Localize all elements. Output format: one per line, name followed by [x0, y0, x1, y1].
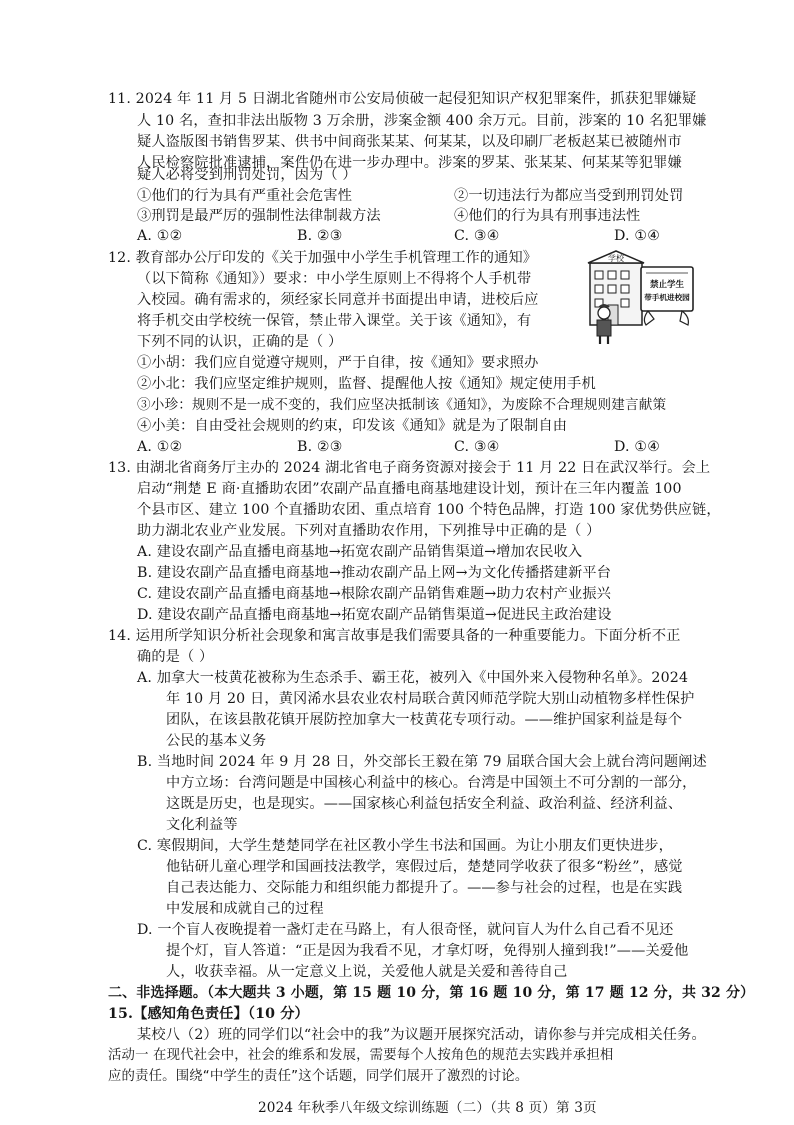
- q14-line-2: 确的是（ ）: [137, 649, 214, 665]
- q14-option-c-line-3: 自己表达能力、交际能力和组织能力都提升了。——参与社会的过程，也是在实践: [166, 880, 683, 896]
- q12-option-c: C. ③④: [454, 439, 500, 455]
- q12-line-4: 将手机交由学校统一保管，禁止带入课堂。关于该《通知》，有: [137, 313, 532, 329]
- q13-line-4: 助力湖北农业产业发展。下列对直播助农作用，下列推导中正确的是（ ）: [137, 523, 601, 539]
- q11-line-2: 人 10 名，查扣非法出版物 3 万余册，涉案金额 400 余万元。目前，涉案的 10 名犯罪嫌: [137, 113, 707, 129]
- q11-statement-1: ①他们的行为具有严重社会危害性: [137, 188, 353, 204]
- q14-option-b-line-1: B. 当地时间 2024 年 9 月 28 日，外交部长王毅在第 79 届联合国大会上就台湾问题阐述: [137, 754, 707, 770]
- q13-option-c: C. 建设农副产品直播电商基地→根除农副产品销售难题→助力农村产业振兴: [137, 586, 612, 602]
- q11-option-a: A. ①②: [137, 228, 183, 244]
- q11-statement-3: ③刑罚是最严厉的强制性法律制裁方法: [137, 208, 381, 224]
- page-footer: 2024 年秋季八年级文综训练题（二）（共 8 页）第 3页: [258, 1100, 597, 1116]
- q12-option-b: B. ②③: [297, 439, 343, 455]
- q14-option-d-line-1: D. 一个盲人夜晚提着一盏灯走在马路上，有人很奇怪，就问盲人为什么自己看不见还: [137, 922, 674, 938]
- q13-line-2: 启动“荆楚 E 商·直播助农团”农副产品直播电商基地建设计划，预计在三年内覆盖 100: [137, 481, 682, 497]
- q12-line-1: 12. 教育部办公厅印发的《关于加强中小学生手机管理工作的通知》: [108, 250, 538, 266]
- q13-option-d: D. 建设农副产品直播电商基地→拓宽农副产品销售渠道→促进民主政治建设: [137, 607, 612, 623]
- q14-line-1: 14. 运用所学知识分析社会现象和寓言故事是我们需要具备的一种重要能力。下面分析不正: [108, 628, 681, 644]
- q14-option-c-line-2: 他钻研儿童心理学和国画技法教学，寒假过后，楚楚同学收获了很多“粉丝”，感觉: [166, 859, 683, 875]
- q11-option-d: D. ①④: [614, 228, 661, 244]
- q12-statement-2: ②小北：我们应坚定维护规则，监督、提醒他人按《通知》规定使用手机: [137, 376, 596, 392]
- q12-line-2: （以下简称《通知》）要求：中小学生原则上不得将个人手机带: [137, 271, 532, 287]
- q14-option-d-line-3: 人，收获幸福。从一定意义上说，关爱他人就是关爱和善待自己: [166, 964, 568, 980]
- q14-option-b-line-3: 这既是历史，也是现实。——国家核心利益包括安全利益、政治利益、经济利益、: [166, 796, 683, 812]
- q14-option-c-line-4: 中发展和成就自己的过程: [166, 901, 324, 917]
- illus-school-label: 学校: [608, 254, 624, 263]
- q12-line-5: 下列不同的认识，正确的是（ ）: [137, 334, 343, 350]
- q12-statement-3: ③小珍：规则不是一成不变的，我们应坚决抵制该《通知》，为废除不合理规则建言献策: [137, 397, 667, 413]
- q13-line-3: 个县市区、建立 100 个直播助农团、重点培育 100 个特色品牌，打造 100 家优势供应链，: [137, 502, 721, 518]
- illus-sign-line-1: 禁止学生: [649, 280, 685, 290]
- q11-statement-2: ②一切违法行为都应当受到刑罚处罚: [454, 188, 684, 204]
- q15-intro: 某校八（2）班的同学们以“社会中的我”为议题开展探究活动，请你参与并完成相关任务。: [137, 1027, 706, 1043]
- q11-line-4: 人民检察院批准逮捕，案件仍在进一步办理中。涉案的罗某、张某某、何某某等犯罪嫌: [137, 155, 682, 171]
- q11-line-5: 疑人必将受到刑罚处罚，因为（ ）: [137, 167, 357, 183]
- q12-line-3: 入校园。确有需求的，须经家长同意并书面提出申请，进校后应: [137, 292, 539, 308]
- q13-option-a: A. 建设农副产品直播电商基地→拓宽农副产品销售渠道→增加农民收入: [137, 544, 583, 560]
- q12-statement-1: ①小胡：我们应自觉遵守规则，严于自律，按《通知》要求照办: [137, 355, 539, 371]
- q13-option-b: B. 建设农副产品直播电商基地→推动农副产品上网→为文化传播搭建新平台: [137, 565, 612, 581]
- q11-line-1: 11. 2024 年 11 月 5 日湖北省随州市公安局侦破一起侵犯知识产权犯罪案件，抓获犯罪嫌疑: [108, 91, 697, 107]
- q14-option-a-line-1: A. 加拿大一枝黄花被称为生态杀手、霸王花，被列入《中国外来入侵物种名单》。2024: [137, 670, 689, 686]
- q11-option-b: B. ②③: [297, 228, 343, 244]
- school-phone-ban-illustration: [586, 245, 698, 345]
- q15-activity-1-line-1: 活动一 在现代社会中，社会的维系和发展，需要每个人按角色的规范去实践并承担相: [108, 1048, 614, 1063]
- q14-option-d-line-2: 提个灯，盲人答道：“正是因为我看不见，才拿灯呀，免得别人撞到我!”——关爱他: [166, 943, 689, 959]
- q13-line-1: 13. 由湖北省商务厅主办的 2024 湖北省电子商务资源对接会于 11 月 22 日在武汉举行。会上: [108, 460, 711, 476]
- q11-option-c: C. ③④: [454, 228, 500, 244]
- q15-activity-1-line-2: 应的责任。围绕“中学生的责任”这个话题，同学们展开了激烈的讨论。: [108, 1069, 529, 1084]
- q11-statement-4: ④他们的行为具有刑事违法性: [454, 208, 641, 224]
- q14-option-a-line-3: 团队，在该县散花镇开展防控加拿大一枝黄花专项行动。——维护国家利益是每个: [166, 712, 683, 728]
- q15-title: 15.【感知角色责任】（10 分）: [108, 1006, 309, 1022]
- q14-option-b-line-4: 文化利益等: [166, 817, 238, 833]
- q12-option-a: A. ①②: [137, 439, 183, 455]
- q12-statement-4: ④小美：自由受社会规则的约束，印发该《通知》就是为了限制自由: [137, 418, 568, 434]
- section-2-heading: 二、非选择题。（本大题共 3 小题，第 15 题 10 分，第 16 题 10 分，第 17 题 12 分，共 32 分）: [108, 985, 755, 1001]
- q14-option-b-line-2: 中方立场：台湾问题是中国核心利益中的核心。台湾是中国领土不可分割的一部分，: [166, 775, 697, 791]
- q14-option-a-line-4: 公民的基本义务: [166, 733, 267, 749]
- q12-option-d: D. ①④: [614, 439, 661, 455]
- q11-line-3: 疑人盗版图书销售罗某、供书中间商张某某、何某某，以及印刷厂老板赵某已被随州市: [137, 134, 682, 150]
- illus-sign-line-2: 带手机进校园: [644, 293, 690, 302]
- q14-option-c-line-1: C. 寒假期间，大学生楚楚同学在社区教小学生书法和国画。为让小朋友们更快进步，: [137, 838, 673, 854]
- q14-option-a-line-2: 年 10 月 20 日，黄冈浠水县农业农村局联合黄冈师范学院大别山动植物多样性保护: [166, 691, 695, 707]
